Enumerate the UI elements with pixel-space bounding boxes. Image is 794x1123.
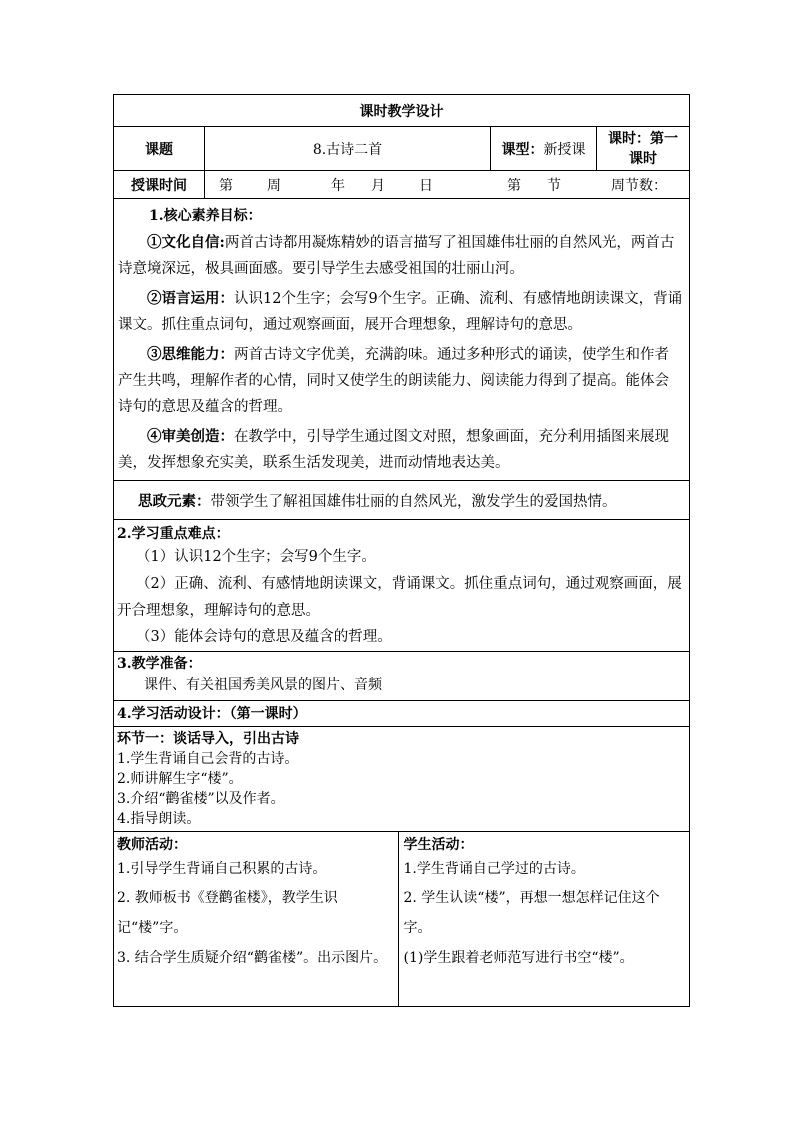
goal-item: ②语言运用：认识12个生字；会写9个生字。正确、流利、有感情地朗读课文，背诵课文。抓住重点词句，通过观察画面，展开合理想象，理解诗句的意思。 xyxy=(118,290,683,333)
ideology-section xyxy=(114,481,690,520)
student-activities xyxy=(398,832,690,1006)
segment-step: 1.学生背诵自己会背的古诗。 xyxy=(117,751,299,767)
time-di2: 第 xyxy=(507,178,521,194)
preparation-text: 课件、有关祖国秀美风景的图片、音频 xyxy=(144,677,382,693)
lesson-type-value: 新授课 xyxy=(543,141,586,158)
topic-value: 8.古诗二首 xyxy=(205,127,491,171)
topic-label: 课题 xyxy=(114,127,205,171)
teacher-activity-item: 2. 教师板书《登鹳雀楼》，教学生识记“楼”字。 xyxy=(117,890,338,936)
segment-step: 3.介绍“鹳雀楼”以及作者。 xyxy=(117,791,285,807)
segment-section xyxy=(114,727,690,832)
student-activity-item: (1)学生跟着老师范写进行书空“楼”。 xyxy=(403,950,634,966)
lesson-type-label: 课型： xyxy=(501,141,544,158)
time-label: 授课时间 xyxy=(114,171,205,199)
teacher-activity-item: 3. 结合学生质疑介绍“鹳雀楼”。出示图片。 xyxy=(117,950,388,966)
key-points-section xyxy=(114,520,690,652)
time-year: 年 xyxy=(331,178,345,194)
ideology-text: 带领学生了解祖国雄伟壮丽的自然风光，激发学生的爱国热情。 xyxy=(210,493,617,510)
segment-title: 环节一：谈话导入，引出古诗 xyxy=(117,731,299,747)
activities-title: 4.学习活动设计：（第一课时） xyxy=(117,705,307,722)
student-activity-item: 2. 学生认读“楼”，再想一想怎样记住这个字。 xyxy=(403,890,660,936)
key-point-item: （2）正确、流利、有感情地朗读课文，背诵课文。抓住重点词句，通过观察画面，展开合理想象，理解诗句的意思。 xyxy=(117,576,682,619)
key-point-item: （3）能体会诗句的意思及蕴含的哲理。 xyxy=(136,629,392,645)
key-points-title: 2.学习重点难点： xyxy=(117,526,230,542)
lesson-plan-table xyxy=(113,94,690,1007)
student-activities-title: 学生活动： xyxy=(403,837,474,853)
segment-step: 2.师讲解生字“楼”。 xyxy=(117,771,243,787)
lesson-plan-sheet xyxy=(113,94,689,1007)
goals-section xyxy=(114,199,690,481)
document-title: 课时教学设计 xyxy=(114,95,690,127)
teacher-activities-title: 教师活动： xyxy=(117,837,187,853)
activities-columns xyxy=(114,832,690,1007)
time-month: 月 xyxy=(371,178,385,194)
time-period: 节 xyxy=(547,178,561,194)
period-cell: 课时：第一课时 xyxy=(597,127,690,171)
key-point-item: （1）认识12个生字；会写9个生字。 xyxy=(136,549,376,565)
lesson-type xyxy=(491,127,597,171)
time-fields xyxy=(205,171,690,199)
ideology-label: 思政元素： xyxy=(138,492,211,510)
goal-item: ④审美创造：在教学中，引导学生通过图文对照，想象画面，充分利用插图来展现美，发挥想象充实美，联系生活发现美，进而动情地表达美。 xyxy=(118,428,669,471)
segment-step: 4.指导朗读。 xyxy=(117,811,201,827)
time-week: 周 xyxy=(267,178,281,194)
activities-title-row xyxy=(114,701,690,727)
goal-item: ③思维能力：两首古诗文字优美，充满韵味。通过多种形式的诵读，使学生和作者产生共鸣，理解作者的心情，同时又使学生的朗读能力、阅读能力得到了提高。能体会诗句的意思及蕴含的哲理。 xyxy=(118,346,669,415)
teacher-activity-item: 1.引导学生背诵自己积累的古诗。 xyxy=(117,861,327,877)
student-activity-item: 1.学生背诵自己学过的古诗。 xyxy=(403,861,585,877)
preparation-section xyxy=(114,652,690,701)
teacher-activities xyxy=(114,832,398,1006)
goal-item: ①文化自信:两首古诗都用凝炼精妙的语言描写了祖国雄伟壮丽的自然风光，两首古诗意境深远，极具画面感。要引导学生去感受祖国的壮丽山河。 xyxy=(118,234,675,277)
time-weekly-count: 周节数： xyxy=(611,178,667,194)
time-day: 日 xyxy=(419,178,433,194)
time-di: 第 xyxy=(219,178,233,194)
goals-title: 1.核心素养目标： xyxy=(149,208,262,224)
preparation-title: 3.教学准备： xyxy=(117,656,202,672)
